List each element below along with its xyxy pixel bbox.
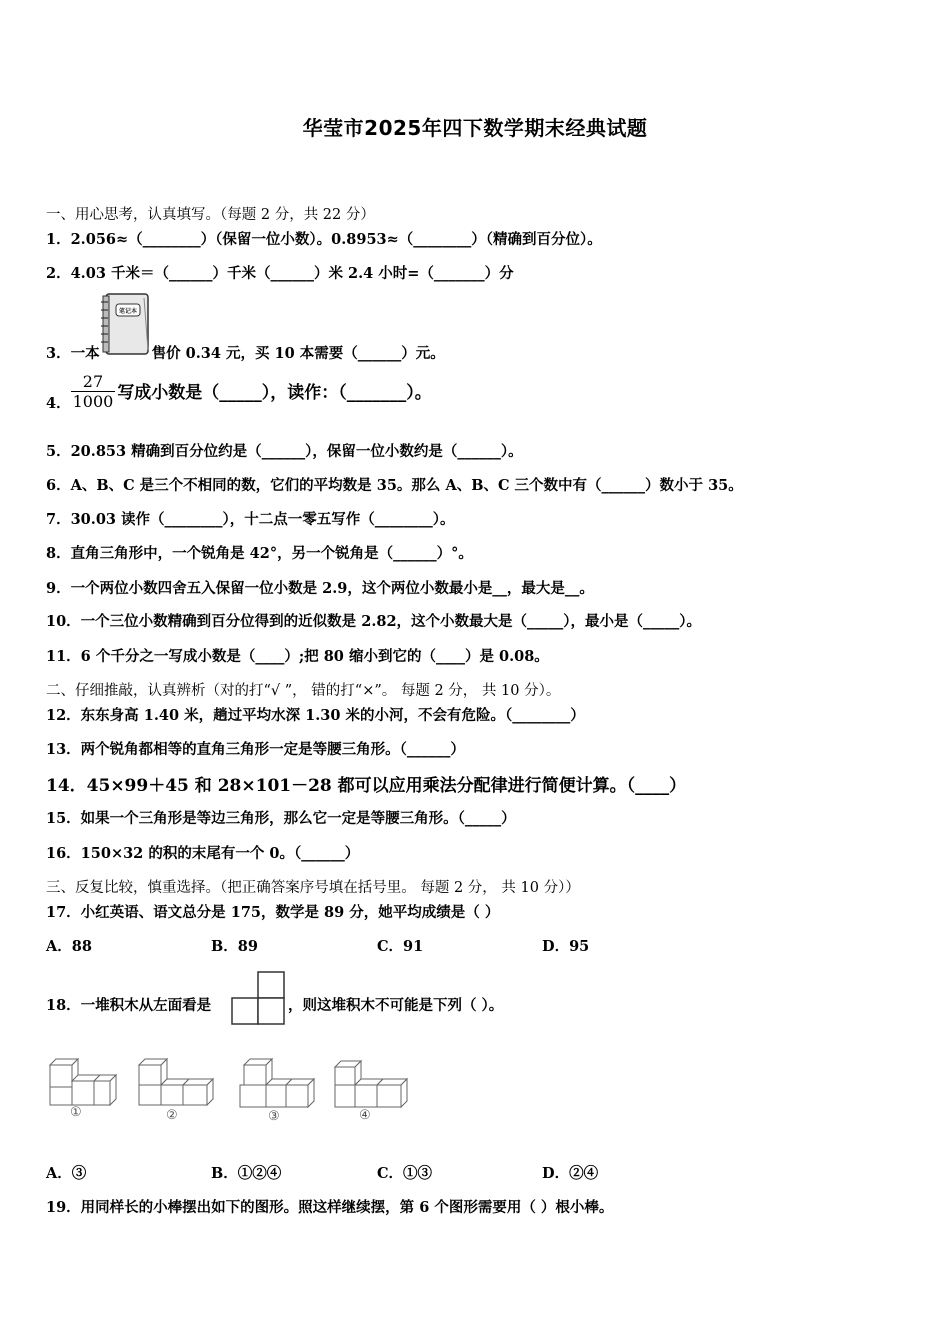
block-figure-1	[46, 1055, 120, 1117]
section-1-heading: 一、用心思考，认真填写。（每题 2 分，共 22 分）	[46, 207, 375, 223]
question-4	[46, 372, 432, 411]
question-19: 19．用同样长的小棒摆出如下的图形。照这样继续摆，第 6 个图形需要用（ ）根小棒。	[46, 1199, 614, 1216]
block-figure-3	[238, 1055, 318, 1117]
question-16: 16．150×32 的积的末尾有一个 0。（______）	[46, 845, 360, 862]
q17-option-d: D．95	[542, 938, 590, 955]
question-1: 1．2.056≈（________）（保留一位小数）。0.8953≈（________）（精确到百分位）。	[46, 231, 602, 248]
q18-option-c: C．①③	[377, 1165, 433, 1182]
q18-option-d: D．②④	[542, 1165, 599, 1182]
block-figure-4	[333, 1057, 411, 1117]
notebook-label: 笔记本	[118, 308, 137, 315]
q18-option-a: A．③	[46, 1165, 87, 1182]
fraction-numerator: 27	[82, 372, 104, 391]
question-14: 14．45×99＋45 和 28×101－28 都可以应用乘法分配律进行简便计算。（____）	[46, 776, 687, 796]
q17-option-b: B．89	[211, 938, 258, 955]
question-5: 5．20.853 精确到百分位约是（______），保留一位小数约是（______）。	[46, 443, 523, 460]
question-3-suffix: 售价 0.34 元，买 10 本需要（______）元。	[151, 345, 445, 362]
question-13: 13．两个锐角都相等的直角三角形一定是等腰三角形。（______）	[46, 741, 465, 758]
question-3	[46, 290, 445, 360]
q17-option-c: C．91	[377, 938, 424, 955]
section-3-heading: 三、反复比较，慎重选择。（把正确答案序号填在括号里。 每题 2 分， 共 10 分））	[46, 880, 580, 896]
question-7: 7．30.03 读作（________），十二点一零五写作（________）。	[46, 511, 455, 528]
question-3-prefix: 3．一本	[46, 345, 100, 362]
figure-2-label: ②	[166, 1108, 178, 1123]
question-9: 9．一个两位小数四舍五入保留一位小数是 2.9，这个两位小数最小是__，最大是__。	[46, 580, 594, 597]
question-4-text: 写成小数是（_____），读作：（_______）。	[117, 383, 432, 403]
question-12: 12．东东身高 1.40 米，趟过平均水深 1.30 米的小河，不会有危险。（________）	[46, 707, 585, 724]
section-2-heading: 二、仔细推敲，认真辨析（对的打“√ ”， 错的打“×”。 每题 2 分， 共 10 分）。	[46, 683, 561, 699]
question-18-suffix: ，则这堆积木不可能是下列（ ）。	[288, 997, 504, 1014]
fraction	[71, 372, 116, 411]
figure-4-label: ④	[359, 1108, 371, 1123]
q18-option-b: B．①②④	[211, 1165, 282, 1182]
question-18-prefix: 18．一堆积木从左面看是	[46, 997, 212, 1014]
question-2: 2．4.03 千米＝（______）千米（______）米 2.4 小时=（_______）分	[46, 265, 514, 282]
question-10: 10．一个三位小数精确到百分位得到的近似数是 2.82，这个小数最大是（_____），最小是（_____）。	[46, 613, 702, 630]
figure-1-label: ①	[70, 1105, 82, 1120]
question-8: 8．直角三角形中，一个锐角是 42°，另一个锐角是（______）°。	[46, 545, 473, 562]
left-view-figure	[230, 970, 286, 1030]
question-4-number: 4．	[46, 395, 71, 412]
question-17: 17．小红英语、语文总分是 175，数学是 89 分，她平均成绩是（ ）	[46, 904, 500, 921]
question-6: 6．A、B、C 是三个不相同的数，它们的平均数是 35。那么 A、B、C 三个数中有（______）数小于 35。	[46, 477, 743, 494]
page-title: 华莹市2025年四下数学期末经典试题	[302, 116, 648, 140]
fraction-denominator: 1000	[72, 392, 114, 411]
question-11: 11．6 个千分之一写成小数是（____）;把 80 缩小到它的（____）是 0.08。	[46, 648, 549, 665]
notebook-image	[100, 290, 152, 358]
q17-option-a: A．88	[46, 938, 92, 955]
question-15: 15．如果一个三角形是等边三角形，那么它一定是等腰三角形。（_____）	[46, 810, 516, 827]
figure-3-label: ③	[268, 1109, 280, 1124]
